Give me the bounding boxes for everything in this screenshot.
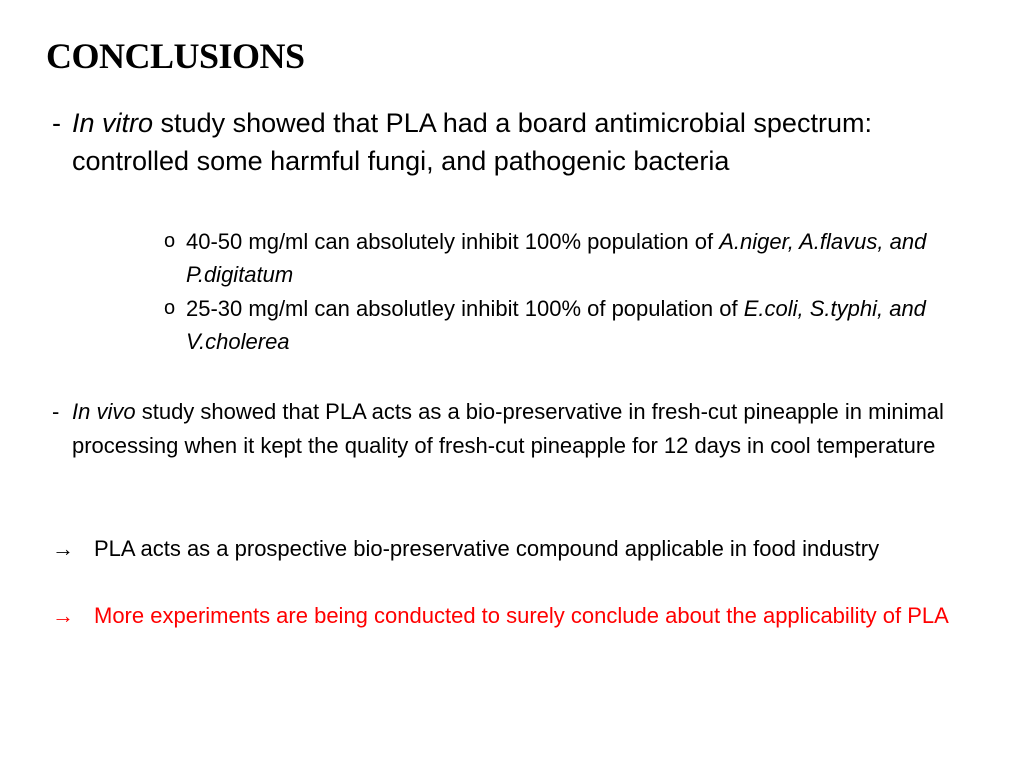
fungi-sub-text: 40-50 mg/ml can absolutely inhibit 100% population of [186, 229, 714, 254]
conclusion-applicable-text: PLA acts as a prospective bio-preservative compound applicable in food industry [94, 536, 880, 561]
in-vivo-text: study showed that PLA acts as a bio-preservative in fresh-cut pineapple in minimal processing when it kept the quality of fresh-cut pineapple for 12 days in cool temperature [72, 399, 944, 458]
dash-marker: - [52, 108, 61, 138]
in-vivo-label: In vivo [72, 399, 136, 424]
arrow-right-icon: → [52, 536, 74, 561]
dash-marker: - [52, 399, 60, 424]
bacteria-sub-bullet [164, 292, 994, 358]
circle-bullet-icon: o [164, 297, 176, 319]
page-title: CONCLUSIONS [46, 36, 305, 76]
bacteria-sub-text: 25-30 mg/ml can absolutley inhibit 100% of population of [186, 296, 738, 321]
conclusion-applicable [52, 532, 984, 566]
conclusion-more-experiments-text: More experiments are being conducted to surely conclude about the applicability of PLA [94, 603, 949, 628]
circle-bullet-icon: o [164, 230, 176, 252]
arrow-right-icon: → [52, 603, 74, 628]
in-vitro-label: In vitro [72, 108, 154, 138]
fungi-sub-bullet [164, 225, 994, 291]
in-vivo-bullet [52, 395, 984, 463]
in-vitro-bullet [52, 104, 984, 180]
conclusion-more-experiments [52, 599, 984, 633]
fungi-species: A.niger, A.flavus, and P.digitatum [186, 229, 927, 287]
bacteria-species: E.coli, S.typhi, and V.cholerea [186, 296, 926, 354]
in-vitro-text: study showed that PLA had a board antimicrobial spectrum: controlled some harmful fungi, and pathogenic bacteria [72, 108, 872, 176]
